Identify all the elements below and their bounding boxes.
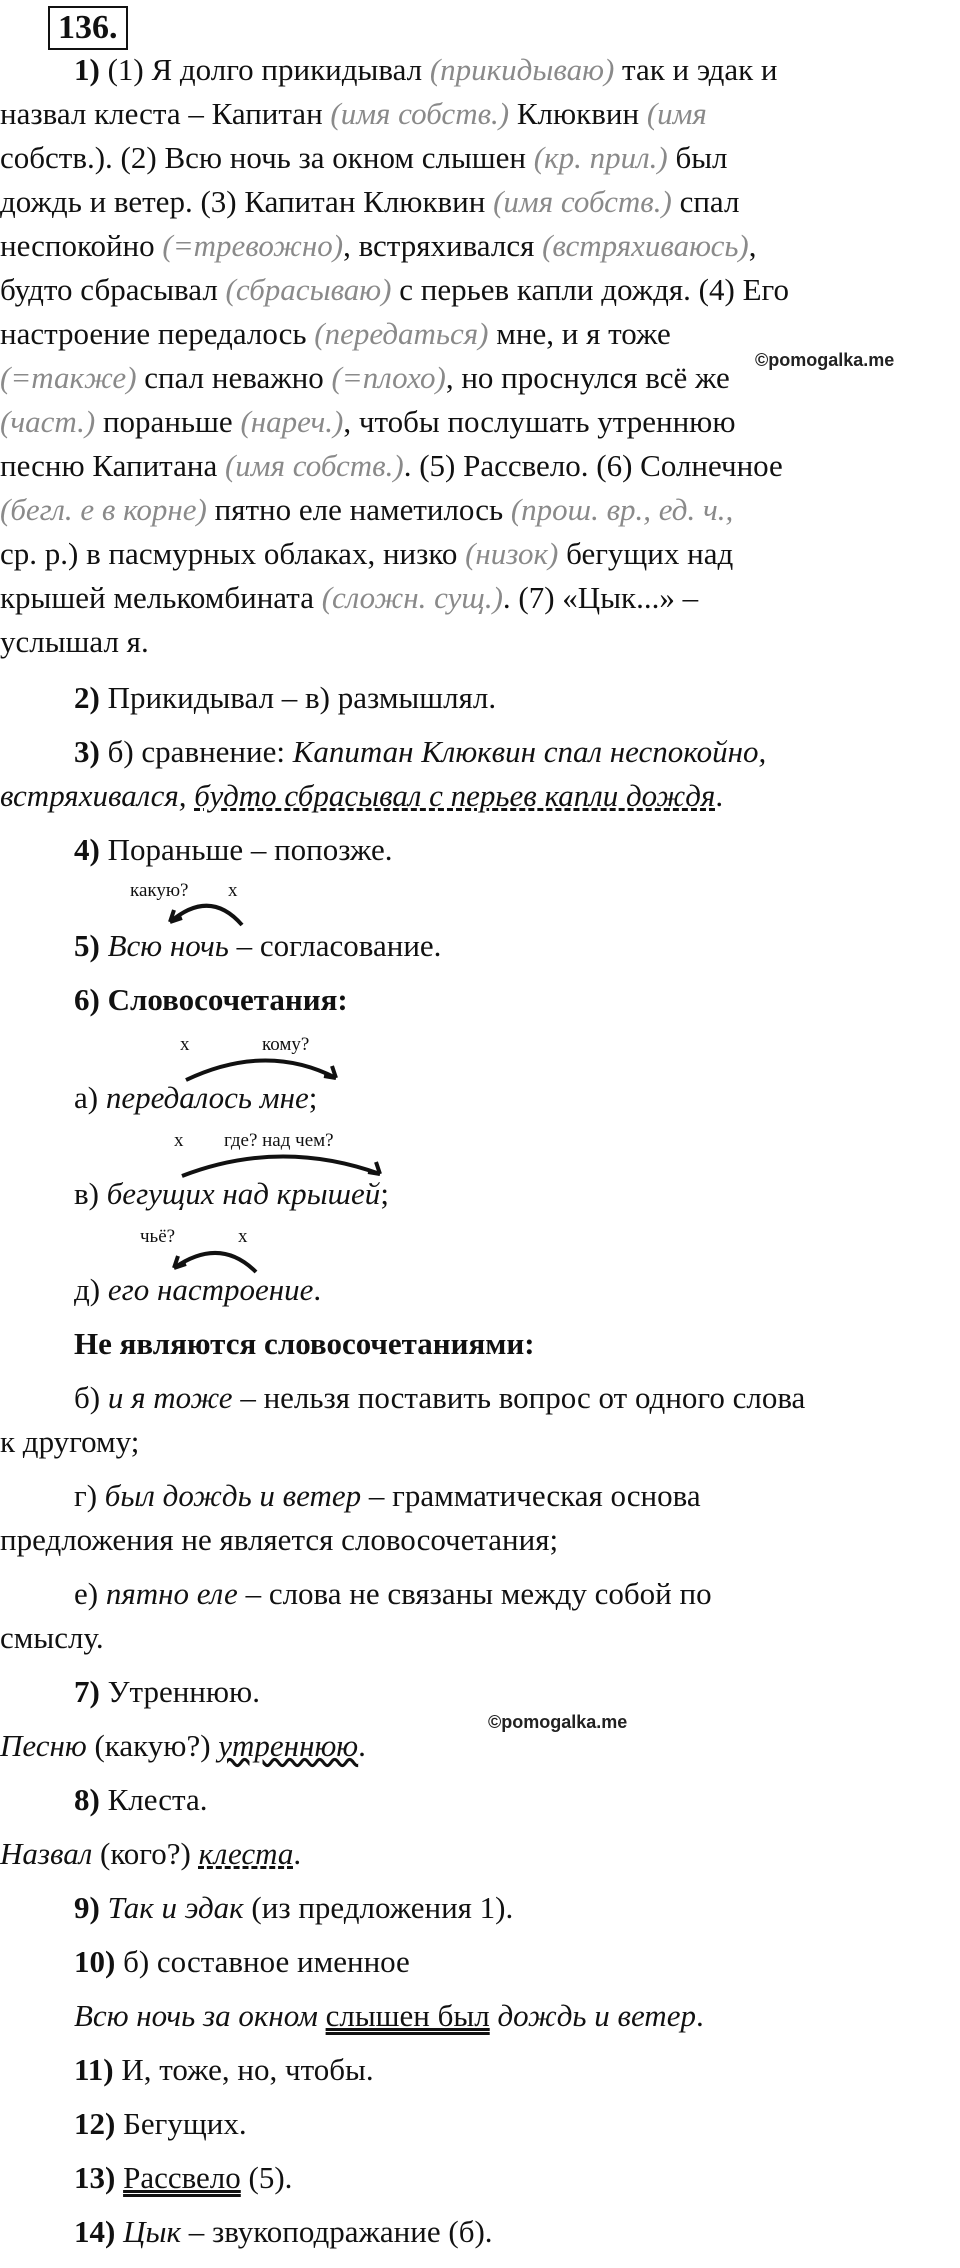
grammar-note: (=плохо) xyxy=(331,360,446,395)
task10-label: 10) xyxy=(74,1944,116,1979)
task10-part2: дождь и ветер xyxy=(497,1998,696,2033)
task6-not-e-letter: е) xyxy=(74,1576,99,1611)
task6-heading: 6) Словосочетания: xyxy=(74,982,348,1017)
task9-text: (из предложения 1). xyxy=(251,1890,514,1925)
task12-label: 12) xyxy=(74,2106,116,2141)
task4-label: 4) xyxy=(74,832,100,867)
task1-line: собств.). (2) Всю ночь за окном слышен (кр. прил.) был xyxy=(0,140,728,175)
task8-text: Клеста. xyxy=(107,1782,208,1817)
task6v-phrase: бегущих над крышей xyxy=(106,1176,381,1211)
task3-phrase: Капитан Клюквин спал неспокойно, xyxy=(292,734,767,769)
task6-not-heading: Не являются словосочетаниями: xyxy=(74,1326,535,1361)
task3-cont xyxy=(0,774,930,818)
task3-text: б) сравнение: xyxy=(107,734,285,769)
task6d-letter: д) xyxy=(74,1272,101,1307)
task6a-end: ; xyxy=(308,1080,318,1115)
task2-text: Прикидывал – в) размышлял. xyxy=(107,680,497,715)
task6a-x: x xyxy=(180,1034,190,1055)
task6d-x: x xyxy=(238,1226,248,1247)
grammar-note: (имя собств.) xyxy=(224,448,404,483)
grammar-note: (=тревожно) xyxy=(162,228,344,263)
task10-predicate: слышен был xyxy=(325,1998,490,2033)
task10-line2 xyxy=(74,1994,934,2038)
task3-verb: встряхивался, xyxy=(0,778,187,813)
task10-text: б) составное именное xyxy=(123,1944,410,1979)
task6d-question: чьё? xyxy=(140,1226,176,1247)
task8-word: Назвал xyxy=(0,1836,93,1871)
exercise-number: 136. xyxy=(48,6,128,50)
task6-not-e-cont: смыслу. xyxy=(0,1620,104,1655)
task7-line2 xyxy=(0,1724,930,1768)
task7-text: Утреннюю. xyxy=(107,1674,260,1709)
task5-phrase: Всю ночь xyxy=(107,928,229,963)
task9-phrase: Так и эдак xyxy=(107,1890,244,1925)
grammar-note: (имя собств.) xyxy=(330,96,510,131)
watermark-2: ©pomogalka.me xyxy=(488,1712,628,1732)
task10 xyxy=(74,1940,934,1984)
grammar-note: (сложн. сущ.) xyxy=(321,580,503,615)
task6-not-g xyxy=(74,1474,934,1518)
task3-label: 3) xyxy=(74,734,100,769)
task8 xyxy=(74,1778,934,1822)
grammar-note: (низок) xyxy=(465,536,559,571)
task1-line: песню Капитана (имя собств.). (5) Рассвело. (6) Солнечное xyxy=(0,448,783,483)
task5-label: 5) xyxy=(74,928,100,963)
grammar-note: (сбрасываю) xyxy=(225,272,392,307)
task8-dot: . xyxy=(293,1836,302,1871)
task5 xyxy=(74,924,934,968)
task7-dot: . xyxy=(358,1728,366,1763)
task6-not-b-phrase: и я тоже xyxy=(107,1380,233,1415)
task6-not-b-text: – нельзя поставить вопрос от одного слова xyxy=(240,1380,806,1415)
task1-line: (=также) спал неважно (=плохо), но проснулся всё же xyxy=(0,360,730,395)
task7 xyxy=(74,1670,934,1714)
task1-line: ср. р.) в пасмурных облаках, низко (низок) бегущих над xyxy=(0,536,734,571)
grammar-note: (прош. вр., ед. ч., xyxy=(510,492,734,527)
task3-comparison: будто сбрасывал с перьев капли дождя xyxy=(194,778,716,813)
task10-part1: Всю ночь за окном xyxy=(74,1998,318,2033)
grammar-note: (прикидываю) xyxy=(429,52,615,87)
task6-not-g-cont: предложения не является словосочетания; xyxy=(0,1522,559,1557)
task6v-end: ; xyxy=(380,1176,389,1211)
task8-question: (кого?) xyxy=(100,1836,191,1871)
task6v-question: где? над чем? xyxy=(224,1130,334,1151)
task11-text: И, тоже, но, чтобы. xyxy=(121,2052,374,2087)
task6d-end: . xyxy=(313,1272,322,1307)
task9 xyxy=(74,1886,934,1930)
task6-not-e xyxy=(74,1572,934,1616)
grammar-note: (встряхиваюсь) xyxy=(542,228,749,263)
grammar-note: (имя xyxy=(646,96,707,131)
task6-not-e-phrase: пятно еле xyxy=(105,1576,238,1611)
task4-text: Пораньше – попозже. xyxy=(107,832,393,867)
grammar-note: (=также) xyxy=(0,360,137,395)
task11 xyxy=(74,2048,934,2092)
task1-line: неспокойно (=тревожно), встряхивался (встряхиваюсь), xyxy=(0,228,757,263)
task5-arc xyxy=(130,880,260,930)
task6-item-d xyxy=(74,1268,934,1312)
grammar-note: (передаться) xyxy=(314,316,489,351)
task8-label: 8) xyxy=(74,1782,100,1817)
task1-label: 1) xyxy=(74,52,108,87)
task6-not-e-text: – слова не связаны между собой по xyxy=(245,1576,712,1611)
task8-line2 xyxy=(0,1832,930,1876)
task6d-phrase: его настроение xyxy=(107,1272,314,1307)
task2 xyxy=(74,676,934,720)
task5-x: x xyxy=(228,880,238,901)
task1-line: настроение передалось (передаться) мне, и я тоже xyxy=(0,316,671,351)
task1-line: (част.) пораньше (нареч.), чтобы послушать утреннюю xyxy=(0,404,736,439)
task1-line: крышей мелькомбината (сложн. сущ.). (7) «Цык...» – xyxy=(0,580,699,615)
task10-dot: . xyxy=(695,1998,704,2033)
task7-question: (какую?) xyxy=(94,1728,211,1763)
task3-dot: . xyxy=(715,778,724,813)
task6-not-g-letter: г) xyxy=(74,1478,98,1513)
task1-line: 1) (1) Я долго прикидывал (прикидываю) так и эдак и xyxy=(74,52,778,87)
task3 xyxy=(74,730,934,774)
task11-label: 11) xyxy=(74,2052,114,2087)
task5-question: какую? xyxy=(130,880,189,901)
task8-dependent: клеста xyxy=(198,1836,294,1871)
task5-arrow-icon xyxy=(130,880,260,930)
task14-label: 14) xyxy=(74,2214,116,2249)
watermark-1: ©pomogalka.me xyxy=(755,350,895,370)
task4 xyxy=(74,828,934,872)
grammar-note: (нареч.) xyxy=(240,404,344,439)
task13 xyxy=(74,2156,934,2200)
task7-word: Песню xyxy=(0,1728,87,1763)
task6a-question: кому? xyxy=(262,1034,310,1055)
task6v-x: x xyxy=(174,1130,184,1151)
task7-dependent: утреннюю xyxy=(218,1728,359,1763)
task1-line: услышал я. xyxy=(0,624,149,659)
task6v-letter: в) xyxy=(74,1176,99,1211)
task6a-letter: а) xyxy=(74,1080,99,1115)
task1-line: дождь и ветер. (3) Капитан Клюквин (имя собств.) спал xyxy=(0,184,740,219)
task13-word: Рассвело xyxy=(123,2160,241,2195)
task1-line: (бегл. е в корне) пятно еле наметилось (прош. вр., ед. ч., xyxy=(0,492,734,527)
task5-text: – согласование. xyxy=(236,928,442,963)
grammar-note: (кр. прил.) xyxy=(533,140,668,175)
task6-item-a xyxy=(74,1076,934,1120)
task1-line: будто сбрасывал (сбрасываю) с перьев капли дождя. (4) Его xyxy=(0,272,789,307)
task14-text: – звукоподражание (б). xyxy=(188,2214,493,2249)
task13-label: 13) xyxy=(74,2160,116,2195)
task1-line: назвал клеста – Капитан (имя собств.) Клюквин (имя xyxy=(0,96,707,131)
task6a-phrase: передалось мне xyxy=(105,1080,309,1115)
grammar-note: (имя собств.) xyxy=(493,184,672,219)
task14 xyxy=(74,2210,934,2254)
task2-label: 2) xyxy=(74,680,100,715)
task12-text: Бегущих. xyxy=(123,2106,247,2141)
task6-not-b-cont: к другому; xyxy=(0,1424,140,1459)
grammar-note: (част.) xyxy=(0,404,96,439)
task6-item-v xyxy=(74,1172,934,1216)
task7-label: 7) xyxy=(74,1674,100,1709)
task14-word: Цык xyxy=(123,2214,181,2249)
grammar-note: (бегл. е в корне) xyxy=(0,492,207,527)
task6-not-b xyxy=(74,1376,934,1420)
task9-label: 9) xyxy=(74,1890,100,1925)
task6-not-g-text: – грамматическая основа xyxy=(368,1478,701,1513)
task12 xyxy=(74,2102,934,2146)
task13-text: (5). xyxy=(248,2160,293,2195)
task6-not-g-phrase: был дождь и ветер xyxy=(104,1478,362,1513)
task6-not-b-letter: б) xyxy=(74,1380,101,1415)
